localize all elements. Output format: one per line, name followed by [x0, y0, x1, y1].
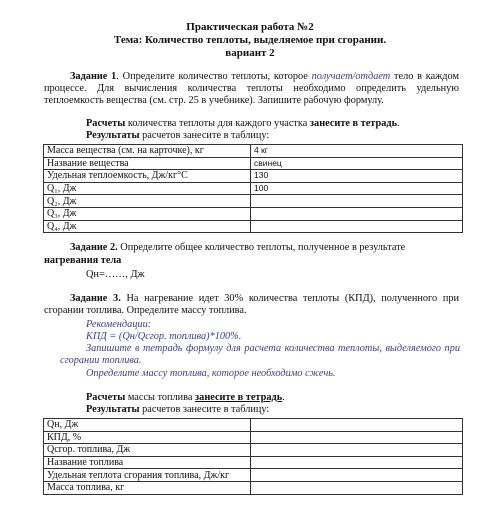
task1-calc-note: Расчеты количества теплоты для каждого участка занесите в тетрадь.: [86, 118, 400, 129]
worksheet-title: Практическая работа №2: [186, 21, 314, 33]
task1-label: Задание 1: [70, 71, 117, 82]
task3-description: Задание 3. На нагревание идет 30% количества теплоты (КПД), полученного при сгорании топлива. Определите массу топлива.: [44, 293, 459, 317]
table-row: Название вещества свинец: [44, 157, 463, 170]
task1-results-note: Результаты расчетов занесите в таблицу:: [86, 130, 270, 141]
task3-results-note: Результаты расчетов занесите в таблицу:: [86, 404, 270, 415]
task2-label: Задание 2.: [70, 242, 118, 253]
table-row: Удельная теплота сгорания топлива, Дж/кг: [44, 469, 463, 482]
table-row: Q₂, Дж: [44, 195, 463, 208]
table-row: Qн, Дж: [44, 419, 463, 432]
task1-results-table: [43, 144, 463, 233]
worksheet-topic: Тема: Количество теплоты, выделяемое при сгорании.: [113, 34, 387, 46]
task2-bold-term: нагревания тела: [44, 255, 122, 266]
table-row: КПД, %: [44, 431, 463, 444]
table-row: Название топлива: [44, 456, 463, 469]
task3-calc-note: Расчеты массы топлива занесите в тетрадь.: [86, 392, 285, 403]
task3-recommendations-label: Рекомендации:: [86, 319, 152, 330]
table-row: Q₃, Дж: [44, 207, 463, 220]
task3-label: Задание 3.: [70, 293, 121, 304]
task1-description: Задание 1. Определите количество теплоты, которое получает/отдает тело в каждом процессе. Для вычисления количества теплоты необходимо определить удельную теплоемкость вещества (см. стр. 25 в учебнике). Запишите рабочую формулу.: [44, 71, 459, 107]
task3-note: Запишите в тетрадь формулу для расчета количества теплоты, выделяемого при сгорании топлива.: [60, 343, 460, 367]
task3-kpd-formula: КПД = (Qн/Qсгор. топлива)*100%.: [86, 331, 242, 342]
task1-italic-term: получает/отдает: [311, 71, 391, 82]
table-row: Q₄, Дж: [44, 220, 463, 233]
worksheet-variant: вариант 2: [225, 47, 275, 59]
table-row: Масса топлива, кг: [44, 481, 463, 494]
table-row: Удельная теплоемкость, Дж/кг°С 130: [44, 170, 463, 183]
task3-results-table: [43, 418, 463, 495]
task2-formula: Qн=……, Дж: [86, 269, 145, 280]
table-row: Масса вещества (см. на карточке), кг 4 кг: [44, 145, 463, 158]
task3-note2: Определите массу топлива, которое необходимо сжечь.: [86, 368, 336, 379]
table-row: Q₁, Дж 100: [44, 182, 463, 195]
table-row: Qсгор. топлива, Дж: [44, 444, 463, 457]
task2-description: Задание 2. Определите общее количество теплоты, полученное в результате: [70, 242, 406, 253]
